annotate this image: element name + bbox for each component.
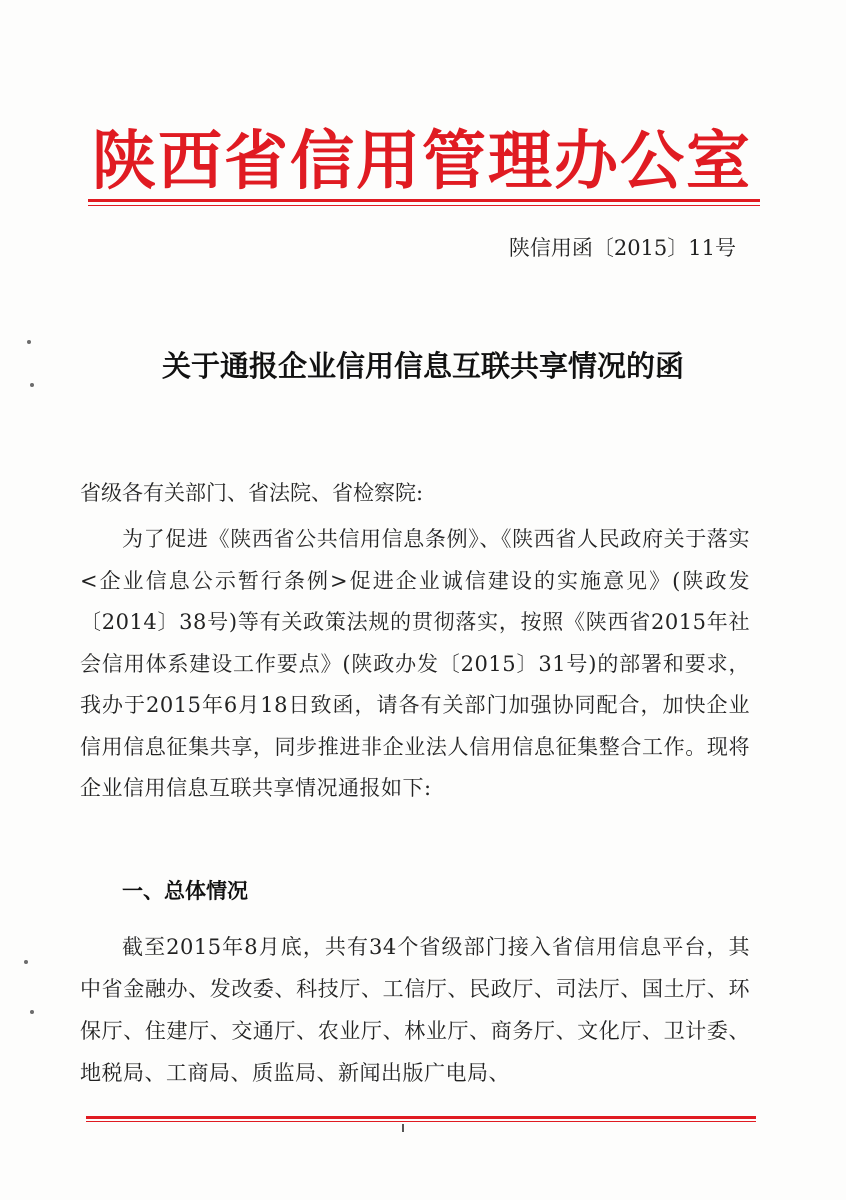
issuing-organization-header: 陕西省信用管理办公室 [92,124,752,199]
scan-speck [27,340,31,344]
page-number-mark [402,1124,404,1132]
document-subject-title: 关于通报企业信用信息互联共享情况的函 [161,349,684,383]
intro-paragraph: 为了促进《陕西省公共信用信息条例》、《陕西省人民政府关于落实<企业信息公示暂行条例>促进企业诚信建设的实施意见》(陕政发〔2014〕38号)等有关政策法规的贯彻落实，按照《陕西省2015年社会信用体系建设工作要点》(陕政办发〔2015〕31号)的部署和要求，我办于2015年6月18日致函，请各有关部门加强协同配合，加快企业信用信息征集共享，同步推进非企业法人信用信息征集整合工作。现将企业信用信息互联共享情况通报如下: [80,527,750,800]
header-red-rule [88,199,760,202]
scan-speck [30,383,34,387]
document-number: 陕信用函〔2015〕11号 [508,236,736,260]
footer-red-rule [86,1116,756,1119]
scan-speck [24,960,28,964]
footer-red-rule-thin [86,1121,756,1122]
section-paragraph: 截至2015年8月底，共有34个省级部门接入省信用信息平台，其中省金融办、发改委、科技厅、工信厅、民政厅、司法厅、国土厅、环保厅、住建厅、交通厅、农业厅、林业厅、商务厅、文化厅、卫计委、地税局、工商局、质监局、新闻出版广电局、 [80,935,750,1085]
addressee-line: 省级各有关部门、省法院、省检察院: [80,481,424,505]
header-red-rule-thin [88,205,760,206]
scan-speck [30,1010,34,1014]
section-heading: 一、总体情况 [122,879,248,903]
